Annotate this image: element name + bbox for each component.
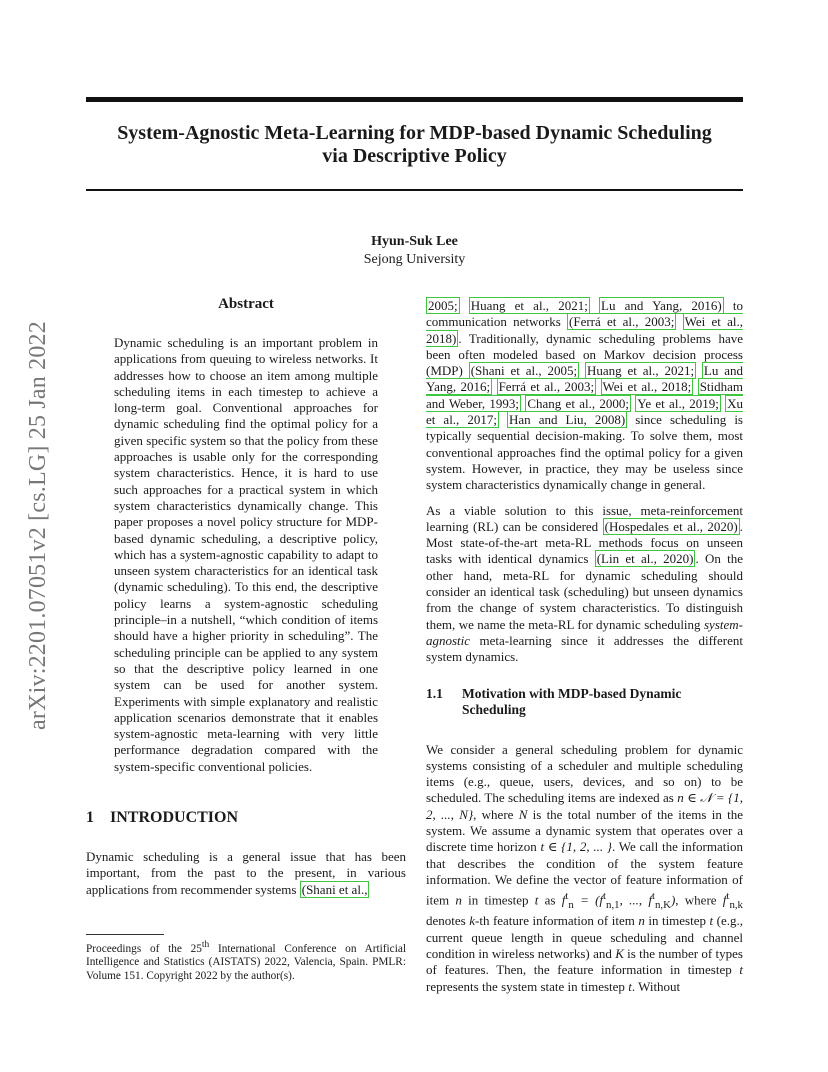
citation-link[interactable]: Huang et al., 2021; bbox=[586, 363, 695, 379]
math-subscript: n,1 bbox=[606, 899, 620, 912]
math-inline: N bbox=[518, 806, 528, 822]
section-number: 1 bbox=[86, 809, 94, 827]
math-inline: t bbox=[709, 913, 714, 929]
math-inline: ) bbox=[670, 892, 676, 908]
arxiv-identifier bbox=[20, 292, 56, 758]
paragraph-text: , where bbox=[675, 892, 723, 908]
citation-link[interactable]: Ferrá et al., 2003; bbox=[498, 379, 595, 395]
math-superscript: t bbox=[726, 890, 730, 903]
paragraph-text: represents the system state in timestep bbox=[426, 978, 629, 994]
math-inline: t bbox=[739, 962, 743, 978]
math-subscript: n bbox=[568, 899, 574, 912]
citation-link[interactable]: (Ferrá et al., 2003; bbox=[569, 314, 675, 330]
paragraph-text: denotes bbox=[426, 913, 470, 929]
emphasis-text: system-agnostic bbox=[426, 616, 743, 648]
math-inline: K bbox=[615, 946, 624, 962]
footnote-text: International Conference on Artificial Intelligence and Statistics (AISTATS) 2022, Valencia, Spain. PMLR: Volume 151. Copyright 2022 by the author(s). bbox=[86, 942, 406, 983]
footnote-text: Proceedings of the 25 bbox=[86, 942, 202, 955]
paragraph-text: -th feature information of item bbox=[475, 913, 639, 929]
paragraph-text: in timestep bbox=[644, 913, 710, 929]
citation-link[interactable]: Stidham and Weber, 1993; bbox=[426, 379, 744, 411]
math-inline: t bbox=[628, 978, 632, 994]
paragraph-text: in timestep bbox=[461, 892, 535, 908]
math-inline: k bbox=[469, 913, 475, 929]
author-affiliation: Sejong University bbox=[363, 252, 466, 267]
paragraph-text: We consider a general scheduling problem for dynamic systems consisting of a scheduler and multiple scheduling items (e.g., queue, users, devices, and so on) to be scheduled. The scheduling items are indexed as bbox=[426, 741, 743, 806]
citation-link[interactable]: Lu and Yang, 2016) bbox=[601, 298, 722, 313]
citation-link[interactable]: Wei et al., 2018) bbox=[426, 314, 744, 346]
paragraph-text: . Most state-of-the-art meta-RL methods focus on unseen tasks with identical dynamics bbox=[426, 518, 744, 567]
abstract-heading: Abstract bbox=[218, 296, 274, 312]
title-top-rule bbox=[86, 97, 743, 102]
math-inline: n bbox=[455, 892, 462, 908]
arxiv-identifier-text: arXiv:2201.07051v2 [cs.LG] 25 Jan 2022 bbox=[24, 320, 51, 730]
subsection-heading-motivation bbox=[426, 686, 743, 718]
paragraph-text: . Without bbox=[631, 978, 681, 994]
author-block bbox=[86, 233, 743, 269]
paragraph-text: to communication networks bbox=[426, 298, 743, 330]
citation-link[interactable]: Xu et al., 2017; bbox=[426, 395, 744, 428]
math-superscript: t bbox=[651, 890, 655, 903]
paragraph-text: is the total number of the items in the system. We assume a dynamic system that operates over a discrete time horizon bbox=[426, 806, 743, 855]
right-column bbox=[426, 298, 743, 1004]
footnote-rule bbox=[86, 934, 164, 935]
intro-paragraph-continued bbox=[426, 298, 743, 494]
subsection-number: 1.1 bbox=[426, 685, 443, 701]
section-title: INTRODUCTION bbox=[110, 809, 239, 827]
paragraph-text: . We call the information that describes the condition of the system feature information. We define the vector of feature information of item bbox=[426, 839, 743, 908]
math-inline: t ∈ {1, 2, ... } bbox=[540, 839, 613, 855]
motivation-paragraph bbox=[426, 742, 743, 995]
paragraph-text: (e.g., current queue length in queue scheduling and channel condition in wireless networks) and bbox=[426, 913, 743, 962]
paper-title bbox=[86, 122, 743, 168]
citation-link[interactable]: (Hospedales et al., 2020) bbox=[604, 518, 738, 534]
citation-link[interactable]: (Shani et al., bbox=[301, 881, 368, 897]
citation-link[interactable]: Lu and Yang, 2016; bbox=[426, 363, 743, 395]
title-line-1: System-Agnostic Meta-Learning for MDP-based Dynamic Scheduling bbox=[117, 122, 712, 144]
citation-link[interactable]: Huang et al., 2021; bbox=[470, 298, 588, 313]
paragraph-text: . On the other hand, meta-RL for dynamic scheduling should consider an identical task (scheduling) but unseen dynamics from the change of system characteristics. To distinguish them, we name the meta-RL for dynamic scheduling bbox=[426, 551, 743, 632]
author-name: Hyun-Suk Lee bbox=[371, 234, 458, 249]
math-superscript: t bbox=[603, 890, 607, 903]
citation-link[interactable]: Wei et al., 2018; bbox=[602, 379, 692, 395]
footnote bbox=[86, 939, 406, 984]
math-inline: f bbox=[722, 892, 727, 908]
math-inline: f bbox=[561, 892, 566, 908]
paragraph-text: As a viable solution to this issue, meta-reinforcement learning (RL) can be considered bbox=[426, 502, 743, 534]
math-inline: , ..., f bbox=[619, 892, 652, 908]
meta-rl-paragraph bbox=[426, 503, 743, 666]
paragraph-text: since scheduling is typically sequential decision-making. To solve them, most conventional approaches find the optimal policy for a given system. However, in practice, they may be useless since system characteristics dynamically change in general. bbox=[426, 412, 743, 493]
footnote-superscript: th bbox=[201, 940, 210, 950]
math-inline: = (f bbox=[573, 892, 604, 908]
math-subscript: n,K bbox=[654, 899, 671, 912]
paragraph-text: meta-learning since it addresses the different system dynamics. bbox=[426, 632, 743, 665]
paragraph-text: as bbox=[538, 892, 562, 908]
paragraph-text: , where bbox=[473, 806, 519, 822]
citation-link[interactable]: (Lin et al., 2020) bbox=[596, 551, 694, 567]
introduction-paragraph bbox=[86, 849, 406, 898]
subsection-title: Motivation with MDP-based Dynamic Scheduling bbox=[462, 685, 682, 717]
citation-link[interactable]: (Shani et al., 2005; bbox=[470, 363, 578, 379]
math-inline: n bbox=[638, 913, 645, 929]
title-line-2: via Descriptive Policy bbox=[322, 145, 507, 167]
left-column bbox=[86, 296, 406, 898]
math-inline: t bbox=[534, 892, 539, 908]
title-bottom-rule bbox=[86, 189, 743, 191]
paragraph-text: . Traditionally, dynamic scheduling problems have been often modeled based on Markov decision process (MDP) bbox=[426, 330, 743, 379]
paragraph-text: Dynamic scheduling is a general issue that has been important, from the past to the present, in various applications from recommender systems bbox=[86, 849, 406, 897]
citation-link[interactable]: Han and Liu, 2008) bbox=[509, 412, 626, 428]
paragraph-text: is the number of types of features. Then, the feature information in timestep bbox=[426, 946, 743, 978]
citation-link[interactable]: Chang et al., 2000; bbox=[527, 395, 629, 411]
math-superscript: t bbox=[565, 890, 569, 903]
math-subscript: n,k bbox=[729, 899, 743, 912]
section-heading-introduction bbox=[86, 809, 406, 827]
math-inline: n ∈ 𝒩 = {1, 2, ..., N} bbox=[426, 790, 743, 822]
citation-link[interactable]: Ye et al., 2019; bbox=[637, 395, 719, 411]
citation-link[interactable]: 2005; bbox=[428, 298, 458, 313]
abstract-body: Dynamic scheduling is an important problem in applications from queuing to wireless networks. It addresses how to choose an item among multiple scheduling items in each timestep to achieve a long-term goal. Conventional approaches for dynamic scheduling find the optimal policy for a given specific system so that the policy from these approaches is usable only for the corresponding system characteristics. Hence, it is hard to use such approaches for a practical system in which system characteristics dynamically change. This paper proposes a novel policy structure for MDP-based dynamic scheduling, a descriptive policy, which has a system-agnostic capability to adapt to unseen system characteristics for an identical task (dynamic scheduling). To this end, the descriptive policy learns a system-agnostic scheduling principle–in a nutshell, “which condition of items should have a higher priority in scheduling”. The scheduling principle can be applied to any system so that the descriptive policy learned in one system can be used for another system. Experiments with simple explanatory and realistic application scenarios demonstrate that it enables system-agnostic meta-learning with very little performance degradation compared with the system-specific conventional policies. bbox=[114, 335, 378, 774]
